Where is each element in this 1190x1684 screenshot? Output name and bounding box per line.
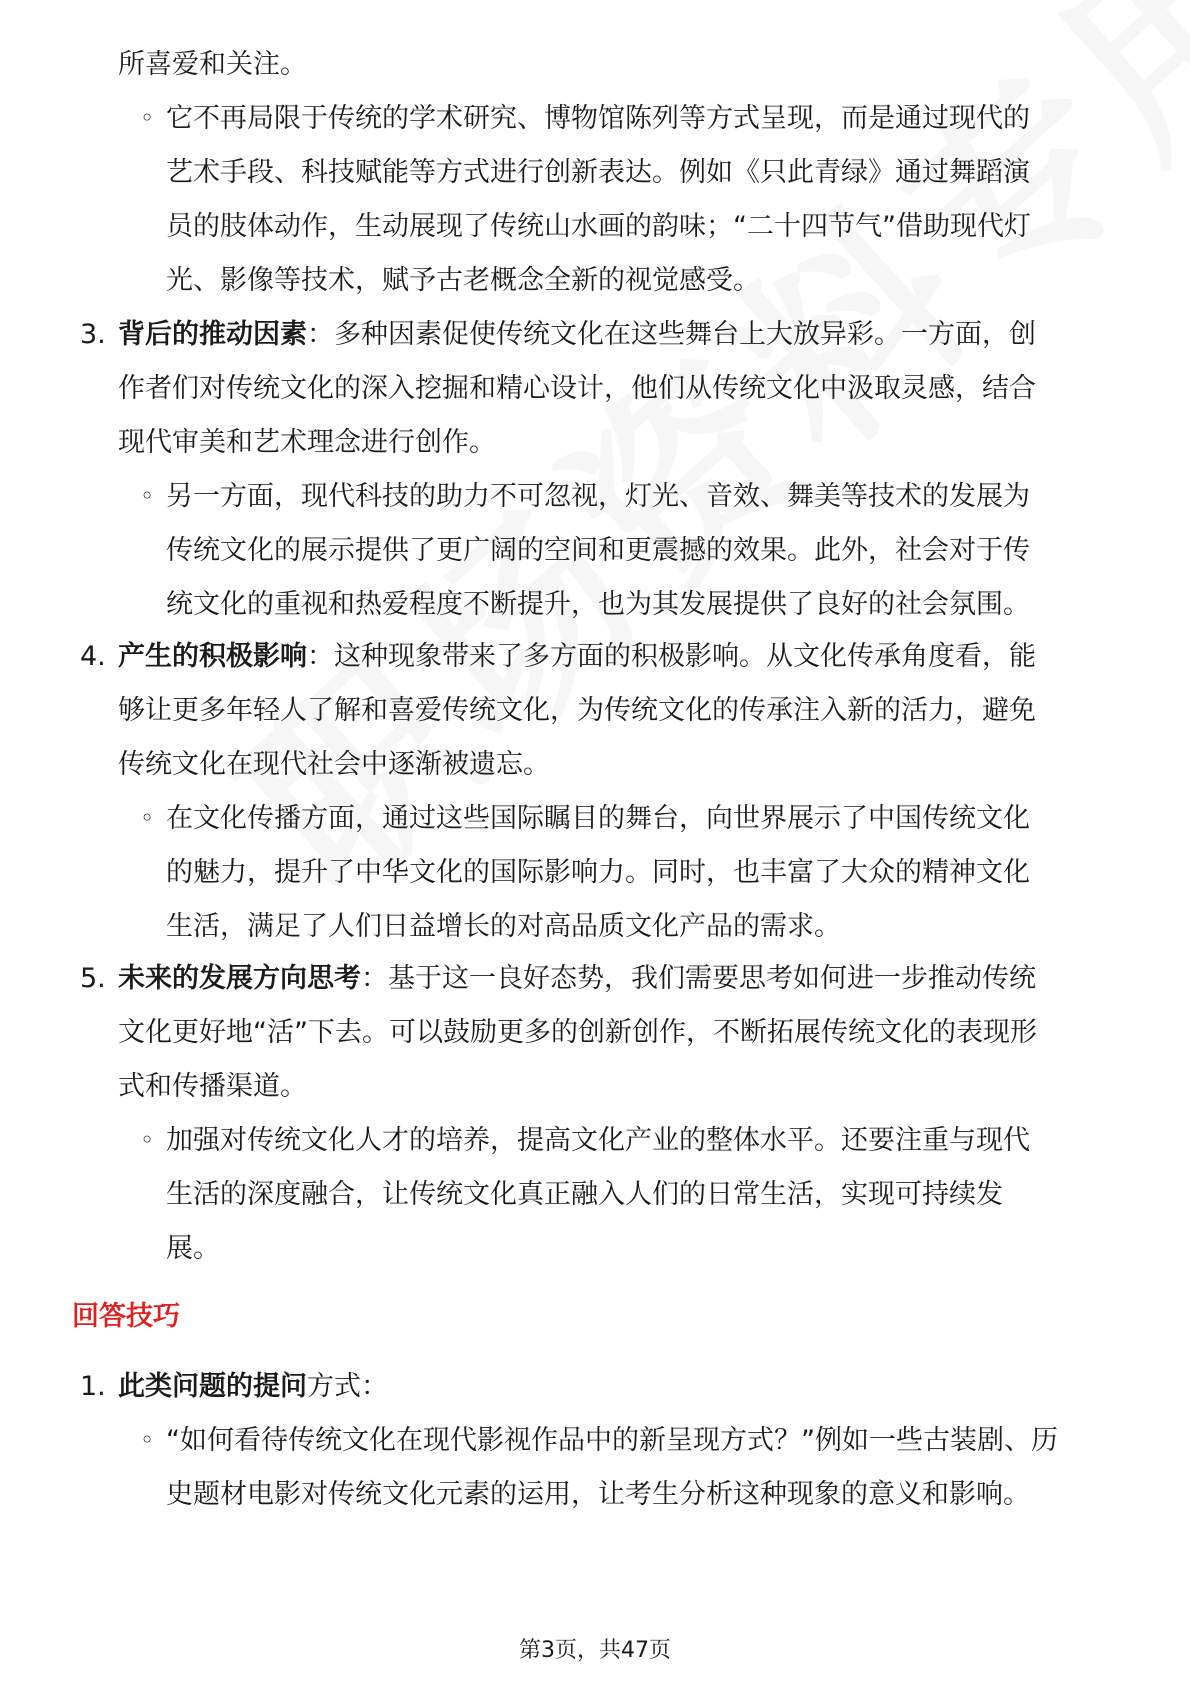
bullet-icon: ◦ <box>140 1426 155 1454</box>
list-item-heading-line <box>118 306 1036 363</box>
list-item-text-line: 作者们对传统文化的深入挖掘和精心设计，他们从传统文化中汲取灵感，结合 <box>118 373 1036 404</box>
list-item-heading-line <box>118 1358 388 1415</box>
item-title-bold: 产生的 <box>118 641 199 672</box>
list-item-text-line: 文化更好地“活”下去。可以鼓励更多的创新创作，不断拓展传统文化的表现形 <box>118 1017 1037 1048</box>
bullet-text-line: 史题材电影对传统文化元素的运用，让考生分析这种现象的意义和影响。 <box>166 1479 1030 1510</box>
list-number: 5. <box>80 963 106 994</box>
list-item-heading-line <box>118 628 1036 685</box>
item-title-bold: 因素 <box>253 319 307 350</box>
bullet-text-line: 它不再局限于传统的学术研究、博物馆陈列等方式呈现，而是通过现代的 <box>166 103 1030 134</box>
bullet-icon: ◦ <box>140 804 155 832</box>
item-text: 方式： <box>307 1371 388 1402</box>
item-text: ：这种现象带来了多方面的积极影响。从文化传承角度看，能 <box>307 641 1036 672</box>
bullet-text-line: 在文化传播方面，通过这些国际瞩目的舞台，向世界展示了中国传统文化 <box>166 803 1030 834</box>
bullet-text-line: 的魅力，提升了中华文化的国际影响力。同时，也丰富了大众的精神文化 <box>166 857 1030 888</box>
bullet-icon: ◦ <box>140 104 155 132</box>
bullet-text-line: 统文化的重视和热爱程度不断提升，也为其发展提供了良好的社会氛围。 <box>166 589 1030 620</box>
bullet-text-line: 生活，满足了人们日益增长的对高品质文化产品的需求。 <box>166 911 841 942</box>
list-item-text-line: 传统文化在现代社会中逐渐被遗忘。 <box>118 749 550 780</box>
list-item-text-line: 够让更多年轻人了解和喜爱传统文化，为传统文化的传承注入新的活力，避免 <box>118 695 1036 726</box>
bullet-icon: ◦ <box>140 482 155 510</box>
paragraph-continuation: 所喜爱和关注。 <box>118 49 307 80</box>
item-title-bold: 方向思考 <box>253 963 361 994</box>
item-title-bold: 发展 <box>199 963 253 994</box>
item-title-bold: 影响 <box>253 641 307 672</box>
bullet-text-line: 另一方面，现代科技的助力不可忽视，灯光、音效、舞美等技术的发展为 <box>166 481 1030 512</box>
bullet-text-line: 员的肢体动作，生动展现了传统山水画的韵味；“二十四节气”借助现代灯 <box>166 211 1031 242</box>
bullet-text-line: 艺术手段、科技赋能等方式进行创新表达。例如《只此青绿》通过舞蹈演 <box>166 157 1030 188</box>
item-title-bold: 推动 <box>199 319 253 350</box>
item-title-bold: 积极 <box>199 641 253 672</box>
list-number: 4. <box>80 641 106 672</box>
item-title-bold: 未来的 <box>118 963 199 994</box>
item-title-bold: 此类问题的 <box>118 1371 253 1402</box>
list-item-text-line: 现代审美和艺术理念进行创作。 <box>118 427 496 458</box>
bullet-text-line: “如何看待传统文化在现代影视作品中的新呈现方式？”例如一些古装剧、历 <box>166 1425 1058 1456</box>
section-heading: 回答技巧 <box>72 1301 180 1332</box>
bullet-text-line: 光、影像等技术，赋予古老概念全新的视觉感受。 <box>166 265 760 296</box>
bullet-text-line: 展。 <box>166 1233 220 1264</box>
bullet-text-line: 生活的深度融合，让传统文化真正融入人们的日常生活，实现可持续发 <box>166 1179 1003 1210</box>
page-number-footer: 第3页，共47页 <box>519 1638 671 1663</box>
item-text: ：基于这一良好态势，我们需要思考如何进一步推动传统 <box>361 963 1036 994</box>
bullet-text-line: 加强对传统文化人才的培养，提高文化产业的整体水平。还要注重与现代 <box>166 1125 1030 1156</box>
list-item-text-line: 式和传播渠道。 <box>118 1071 307 1102</box>
item-text: ：多种因素促使传统文化在这些舞台上大放异彩。一方面，创 <box>307 319 1036 350</box>
list-number: 1. <box>80 1371 106 1402</box>
item-title-bold: 背后的 <box>118 319 199 350</box>
bullet-text-line: 传统文化的展示提供了更广阔的空间和更震撼的效果。此外，社会对于传 <box>166 535 1030 566</box>
bullet-icon: ◦ <box>140 1126 155 1154</box>
list-item-heading-line <box>118 950 1036 1007</box>
list-number: 3. <box>80 319 106 350</box>
item-title-bold: 提问 <box>253 1371 307 1402</box>
